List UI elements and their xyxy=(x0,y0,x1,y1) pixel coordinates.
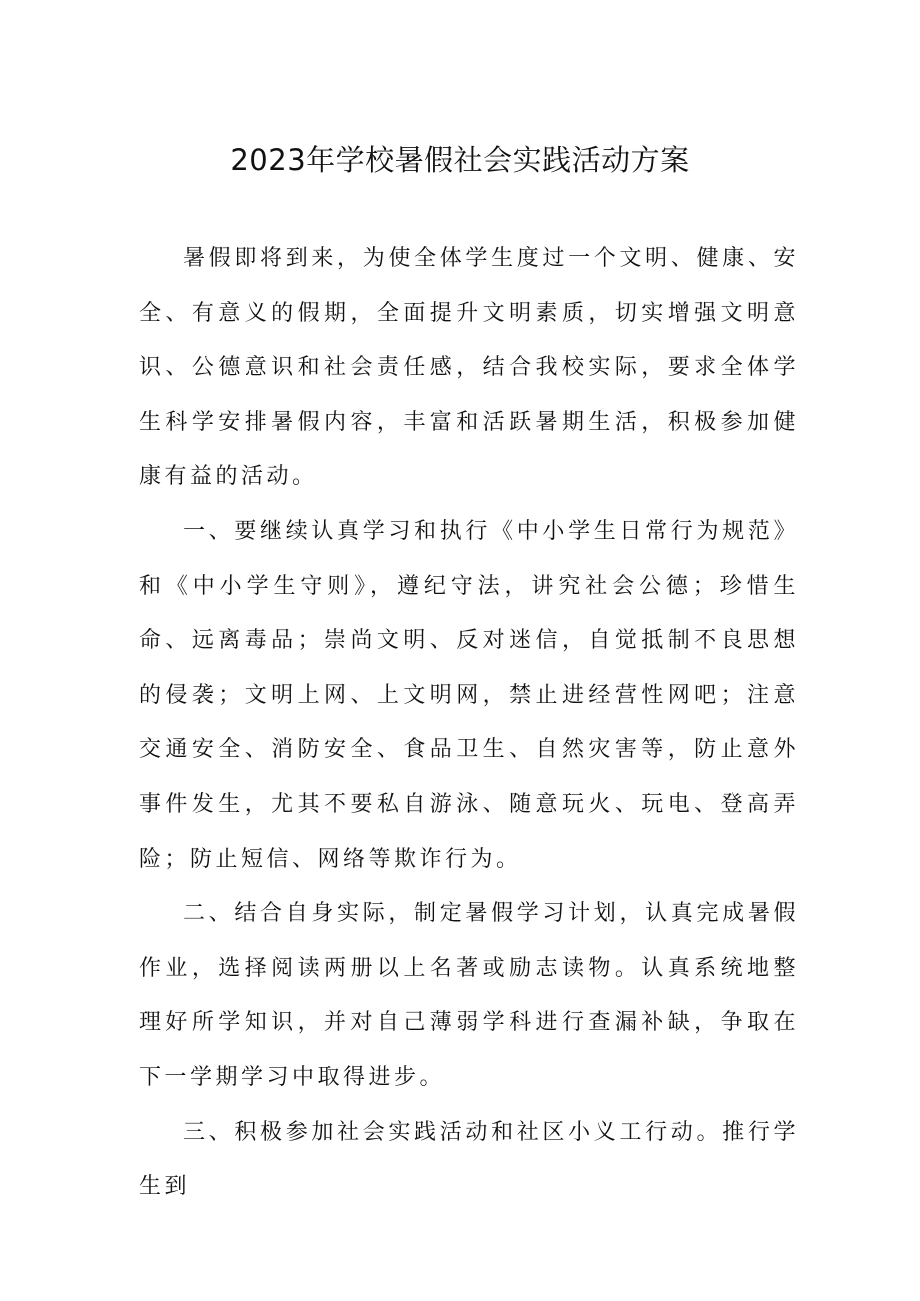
paragraph-section-1: 一、要继续认真学习和执行《中小学生日常行为规范》和《中小学生守则》，遵纪守法，讲究社会公德；珍惜生命、远离毒品；崇尚文明、反对迷信，自觉抵制不良思想的侵袭；文明上网、上文明网，禁止进经营性网吧；注意交通安全、消防安全、食品卫生、自然灾害等，防止意外事件发生，尤其不要私自游泳、随意玩火、玩电、登高弄险；防止短信、网络等欺诈行为。 xyxy=(139,518,799,872)
document-body xyxy=(139,232,799,1215)
paragraph-intro: 暑假即将到来，为使全体学生度过一个文明、健康、安全、有意义的假期，全面提升文明素质，切实增强文明意识、公德意识和社会责任感，结合我校实际，要求全体学生科学安排暑假内容，丰富和活跃暑期生活，积极参加健康有益的活动。 xyxy=(139,246,799,490)
paragraph-section-2: 二、结合自身实际，制定暑假学习计划，认真完成暑假作业，选择阅读两册以上名著或励志读物。认真系统地整理好所学知识，并对自己薄弱学科进行查漏补缺，争取在下一学期学习中取得进步。 xyxy=(139,901,799,1090)
document-title: 2023年学校暑假社会实践活动方案 xyxy=(230,143,690,177)
paragraph-section-3: 三、积极参加社会实践活动和社区小义工行动。推行学生到 xyxy=(139,1119,799,1200)
